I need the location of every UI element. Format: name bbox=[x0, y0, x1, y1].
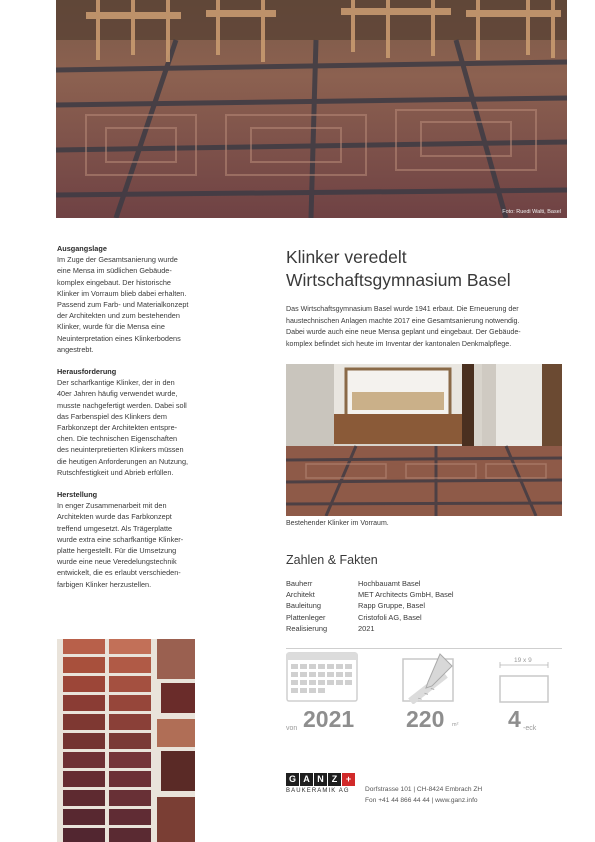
hero-photo bbox=[56, 0, 567, 218]
stat-corners-suffix: -eck bbox=[523, 725, 537, 732]
facts-heading: Zahlen & Fakten bbox=[286, 553, 378, 567]
left-column bbox=[57, 243, 215, 601]
facts-label: Architekt bbox=[286, 590, 315, 600]
facts-row bbox=[286, 623, 566, 634]
section-text-ausgangslage: Im Zuge der Gesamtsanierung wurde eine Mensa im südlichen Gebäude- komplex eingebaut. Der historische Klinker im Vorraum blieb dabei erhalten. Passend zum Farb- und Materialkonzept der Architekten und zum bestehenden Klinker, wurde für die Mensa eine Neuinterpretation eines Klinkerbodens angestrebt. bbox=[57, 255, 189, 354]
section-heading-herausforderung: Herausforderung bbox=[57, 367, 117, 377]
stat-prefix-von: von bbox=[286, 725, 298, 732]
tile-dimension: 19 x 9 bbox=[514, 657, 532, 664]
logo-letter: G bbox=[286, 773, 299, 786]
ganz-logo bbox=[286, 773, 356, 794]
logo-letter: Z bbox=[328, 773, 341, 786]
brick-samples-illustration bbox=[57, 639, 195, 842]
calendar-icon bbox=[286, 652, 358, 707]
facts-value: MET Architects GmbH, Basel bbox=[358, 590, 454, 600]
facts-label: Plattenleger bbox=[286, 612, 326, 622]
logo-plus: + bbox=[342, 773, 355, 786]
facts-label: Bauleitung bbox=[286, 601, 321, 611]
stat-year: 2021 bbox=[303, 706, 355, 732]
intro-paragraph: Das Wirtschaftsgymnasium Basel wurde 1941 erbaut. Die Erneuerung der haustechnischen Anlagen machte 2017 eine Gesamtsanierung notwendig. Dabei wurde auch eine neue Mensa geplant und eingebaut. Der Gebäude- komplex befindet sich heute im Inventar der kantonalen Denkmalpflege. bbox=[286, 305, 521, 348]
hero-floor-illustration bbox=[56, 0, 567, 218]
facts-value: Cristofoli AG, Basel bbox=[358, 612, 422, 622]
stat-area-unit: m² bbox=[452, 722, 459, 728]
stat-area: 220 bbox=[406, 706, 445, 732]
facts-row bbox=[286, 600, 566, 611]
facts-row bbox=[286, 612, 566, 623]
section-text-herausforderung: Der scharfkantige Klinker, der in den 40er Jahren häufig verwendet wurde, musste nachgefertigt werden. Dabei soll das Farbenspiel des Klinkers dem Farbkonzept der Architekten entspre- chen. Die technischen Eigenschaften des neuinterpretierten Klinkers müssen die heutigen Anforderungen an Nutzung, Rutschfestigkeit und Abrieb erfüllen. bbox=[57, 378, 189, 477]
logo-letter: A bbox=[300, 773, 313, 786]
vorraum-illustration bbox=[286, 364, 562, 516]
facts-value: 2021 bbox=[358, 623, 375, 633]
section-heading-ausgangslage: Ausgangslage bbox=[57, 244, 107, 253]
area-measure-icon bbox=[402, 652, 458, 709]
facts-row bbox=[286, 589, 566, 600]
rectangle-tile-icon bbox=[498, 656, 550, 711]
stat-corners: 4 bbox=[508, 706, 521, 732]
facts-label: Bauherr bbox=[286, 579, 313, 588]
facts-row bbox=[286, 578, 566, 589]
vorraum-photo bbox=[286, 364, 562, 516]
facts-value: Hochbauamt Basel bbox=[358, 579, 421, 588]
photo-caption: Bestehender Klinker im Vorraum. bbox=[286, 520, 389, 527]
facts-divider bbox=[286, 648, 562, 649]
logo-subtitle: BAUKERAMIK AG bbox=[286, 788, 350, 794]
facts-table bbox=[286, 578, 566, 634]
section-text-herstellung: In enger Zusammenarbeit mit den Architekten wurde das Farbkonzept treffend umgesetzt. Als Trägerplatte wurde extra eine scharfkantige Klinker- platte hergestellt. Für die Umsetzung wurde eine neue Veredelungstechnik entwickelt, die es erlaubt verschieden- farbigen Klinker herzustellen. bbox=[57, 501, 184, 589]
contact-info: Dorfstrasse 101 | CH-8424 Embrach ZH Fon +41 44 866 44 44 | www.ganz.info bbox=[365, 786, 483, 805]
page-title: Klinker veredelt Wirtschaftsgymnasium Basel bbox=[286, 247, 511, 290]
facts-value: Rapp Gruppe, Basel bbox=[358, 601, 425, 611]
facts-label: Realisierung bbox=[286, 623, 328, 633]
logo-letter: N bbox=[314, 773, 327, 786]
photo-credit: Foto: Ruedi Walti, Basel bbox=[502, 209, 561, 215]
brick-samples-photo bbox=[57, 639, 195, 842]
section-heading-herstellung: Herstellung bbox=[57, 490, 98, 500]
